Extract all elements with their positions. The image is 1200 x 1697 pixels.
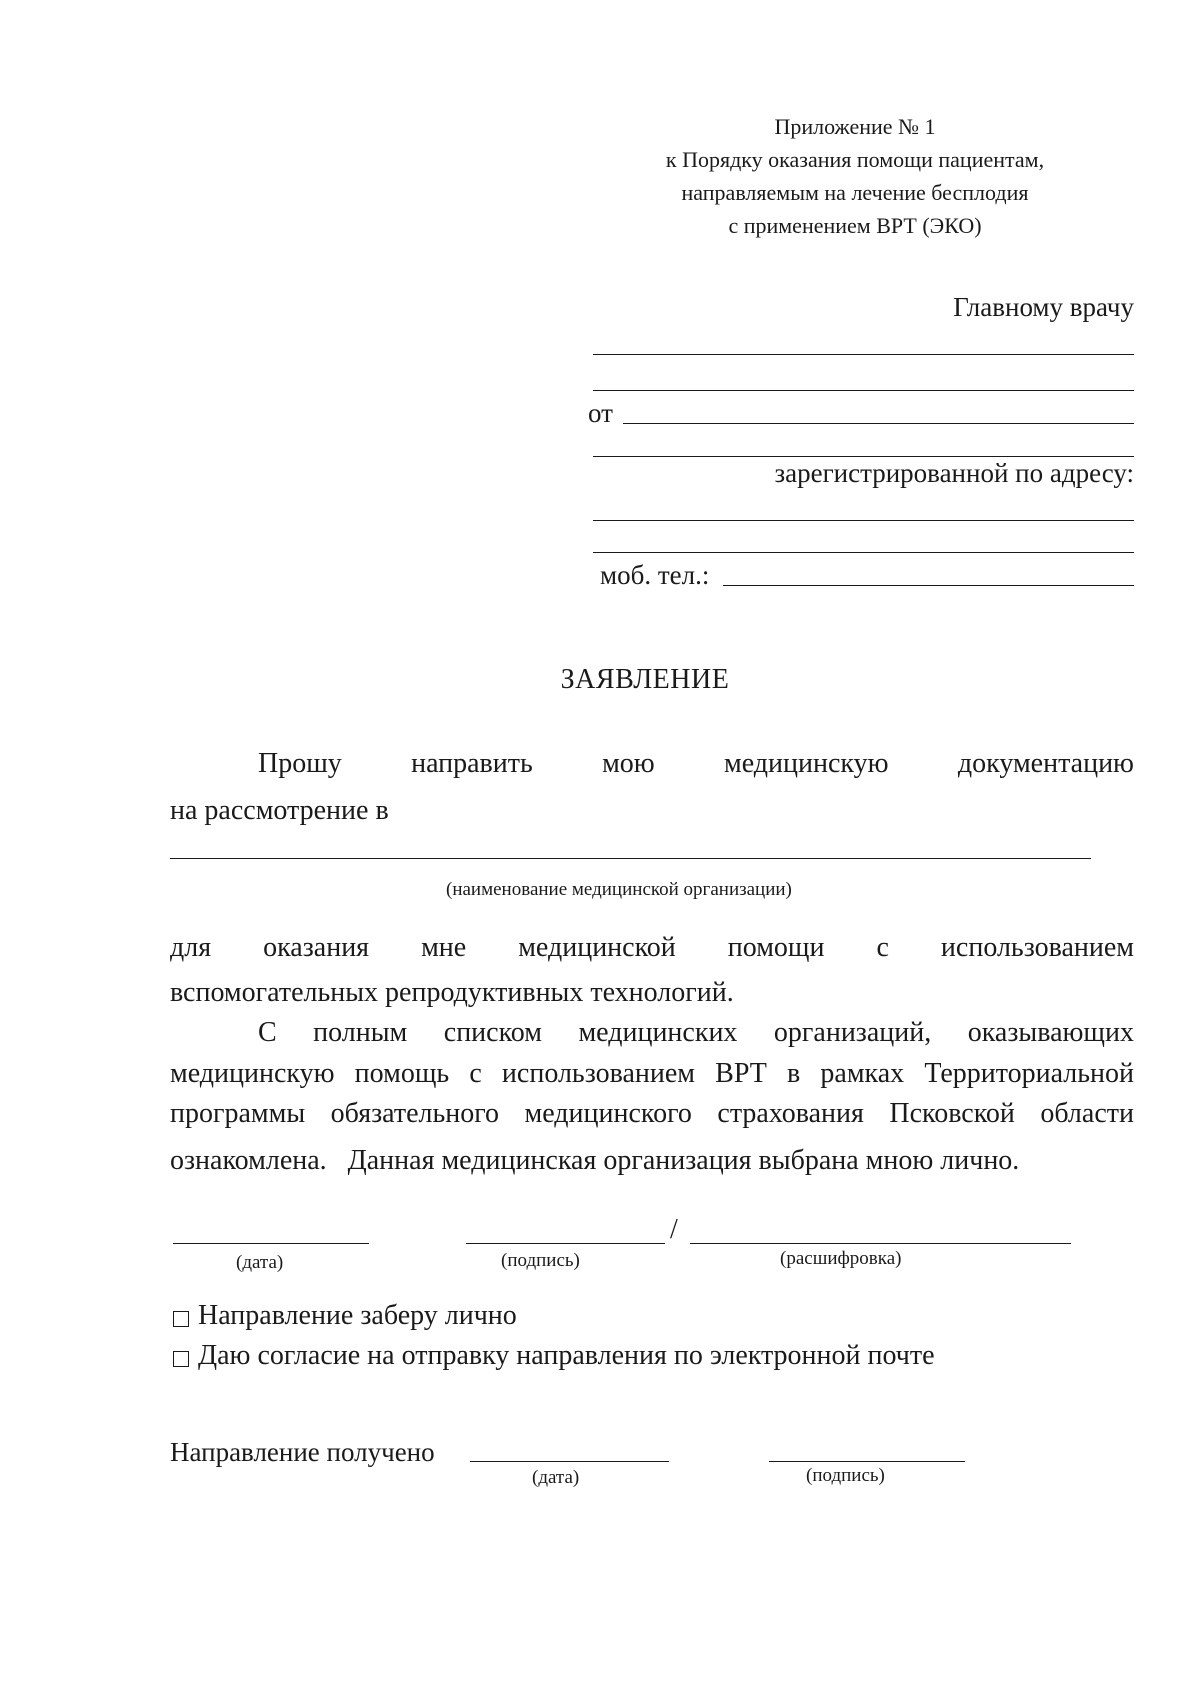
chief-doctor-label: Главному врачу: [953, 292, 1134, 322]
word: организаций,: [773, 1017, 932, 1048]
word: области: [1040, 1098, 1134, 1129]
word: С: [258, 1017, 277, 1048]
word: оказывающих: [967, 1017, 1134, 1048]
word: направить: [411, 748, 533, 779]
option-pickup[interactable]: [173, 1300, 517, 1332]
appendix-line-4: с применением ВРТ (ЭКО): [728, 213, 982, 238]
word: мне: [421, 932, 467, 963]
word: оказания: [263, 932, 370, 963]
word: использованием: [501, 1058, 695, 1089]
request-line-1: [258, 748, 1134, 780]
request-line-2: на рассмотрение в: [170, 795, 389, 826]
option-email-consent[interactable]: [173, 1340, 935, 1372]
word: медицинскую: [170, 1058, 335, 1089]
request-line-8: ознакомлена. Данная медицинская организация выбрана мною лично.: [170, 1145, 1020, 1176]
option-pickup-label: Направление заберу лично: [198, 1300, 517, 1331]
applicant-name-line-1[interactable]: [623, 423, 1134, 424]
word: медицинских: [578, 1017, 738, 1048]
word: для: [170, 932, 212, 963]
appendix-number: Приложение № 1: [774, 114, 936, 139]
word: документацию: [957, 748, 1134, 779]
word: помощи: [727, 932, 825, 963]
date-line[interactable]: [173, 1243, 369, 1244]
checkbox[interactable]: [173, 1351, 189, 1367]
slash-separator: /: [670, 1214, 678, 1245]
document-title: ЗАЯВЛЕНИЕ: [560, 664, 730, 695]
word: помощь: [354, 1058, 450, 1089]
request-line-3: [170, 932, 1134, 964]
word: мою: [602, 748, 655, 779]
appendix-line-3: направляемым на лечение бесплодия: [681, 180, 1029, 205]
from-label: от: [588, 398, 613, 428]
request-line-7: [170, 1098, 1134, 1130]
chief-doctor-name-line-2[interactable]: [593, 390, 1134, 391]
receipt-signature-line[interactable]: [769, 1461, 965, 1462]
medical-organization-line[interactable]: [170, 858, 1091, 859]
word: Территориальной: [924, 1058, 1134, 1089]
word: Прошу: [258, 748, 342, 779]
word: медицинскую: [724, 748, 889, 779]
word: медицинского: [524, 1098, 692, 1129]
word: медицинской: [518, 932, 676, 963]
phone-line[interactable]: [723, 585, 1134, 586]
word: с: [469, 1058, 482, 1089]
signature-line[interactable]: [466, 1243, 665, 1244]
applicant-name-line-2[interactable]: [593, 456, 1134, 457]
word: полным: [313, 1017, 408, 1048]
word: в: [787, 1058, 801, 1089]
appendix-header: [600, 110, 1110, 242]
address-line-1[interactable]: [593, 520, 1134, 521]
receipt-date-caption: (дата): [532, 1467, 580, 1488]
receipt-date-line[interactable]: [470, 1461, 669, 1462]
word: страхования: [717, 1098, 864, 1129]
receipt-label: Направление получено: [170, 1437, 435, 1467]
word: программы: [170, 1098, 306, 1129]
appendix-line-2: к Порядку оказания помощи пациентам,: [665, 147, 1045, 172]
address-line-2[interactable]: [593, 552, 1134, 553]
request-line-6: [170, 1058, 1134, 1090]
word: рамках: [820, 1058, 905, 1089]
option-email-consent-label: Даю согласие на отправку направления по электронной почте: [198, 1340, 935, 1371]
decode-caption: (расшифровка): [780, 1248, 902, 1269]
word: списком: [443, 1017, 542, 1048]
word: обязательного: [330, 1098, 500, 1129]
word: с: [876, 932, 889, 963]
medical-organization-caption: (наименование медицинской организации): [446, 879, 792, 900]
request-line-4: вспомогательных репродуктивных технологий.: [170, 977, 734, 1008]
receipt-signature-caption: (подпись): [806, 1465, 885, 1486]
checkbox[interactable]: [173, 1311, 189, 1327]
registered-address-label: зарегистрированной по адресу:: [774, 458, 1134, 488]
phone-label: моб. тел.:: [600, 560, 710, 590]
date-caption: (дата): [236, 1252, 284, 1273]
word: ВРТ: [715, 1058, 767, 1089]
chief-doctor-name-line-1[interactable]: [593, 354, 1134, 355]
word: использованием: [940, 932, 1134, 963]
request-line-5: [258, 1017, 1134, 1049]
decode-line[interactable]: [690, 1243, 1071, 1244]
signature-caption: (подпись): [501, 1250, 580, 1271]
word: Псковской: [889, 1098, 1015, 1129]
